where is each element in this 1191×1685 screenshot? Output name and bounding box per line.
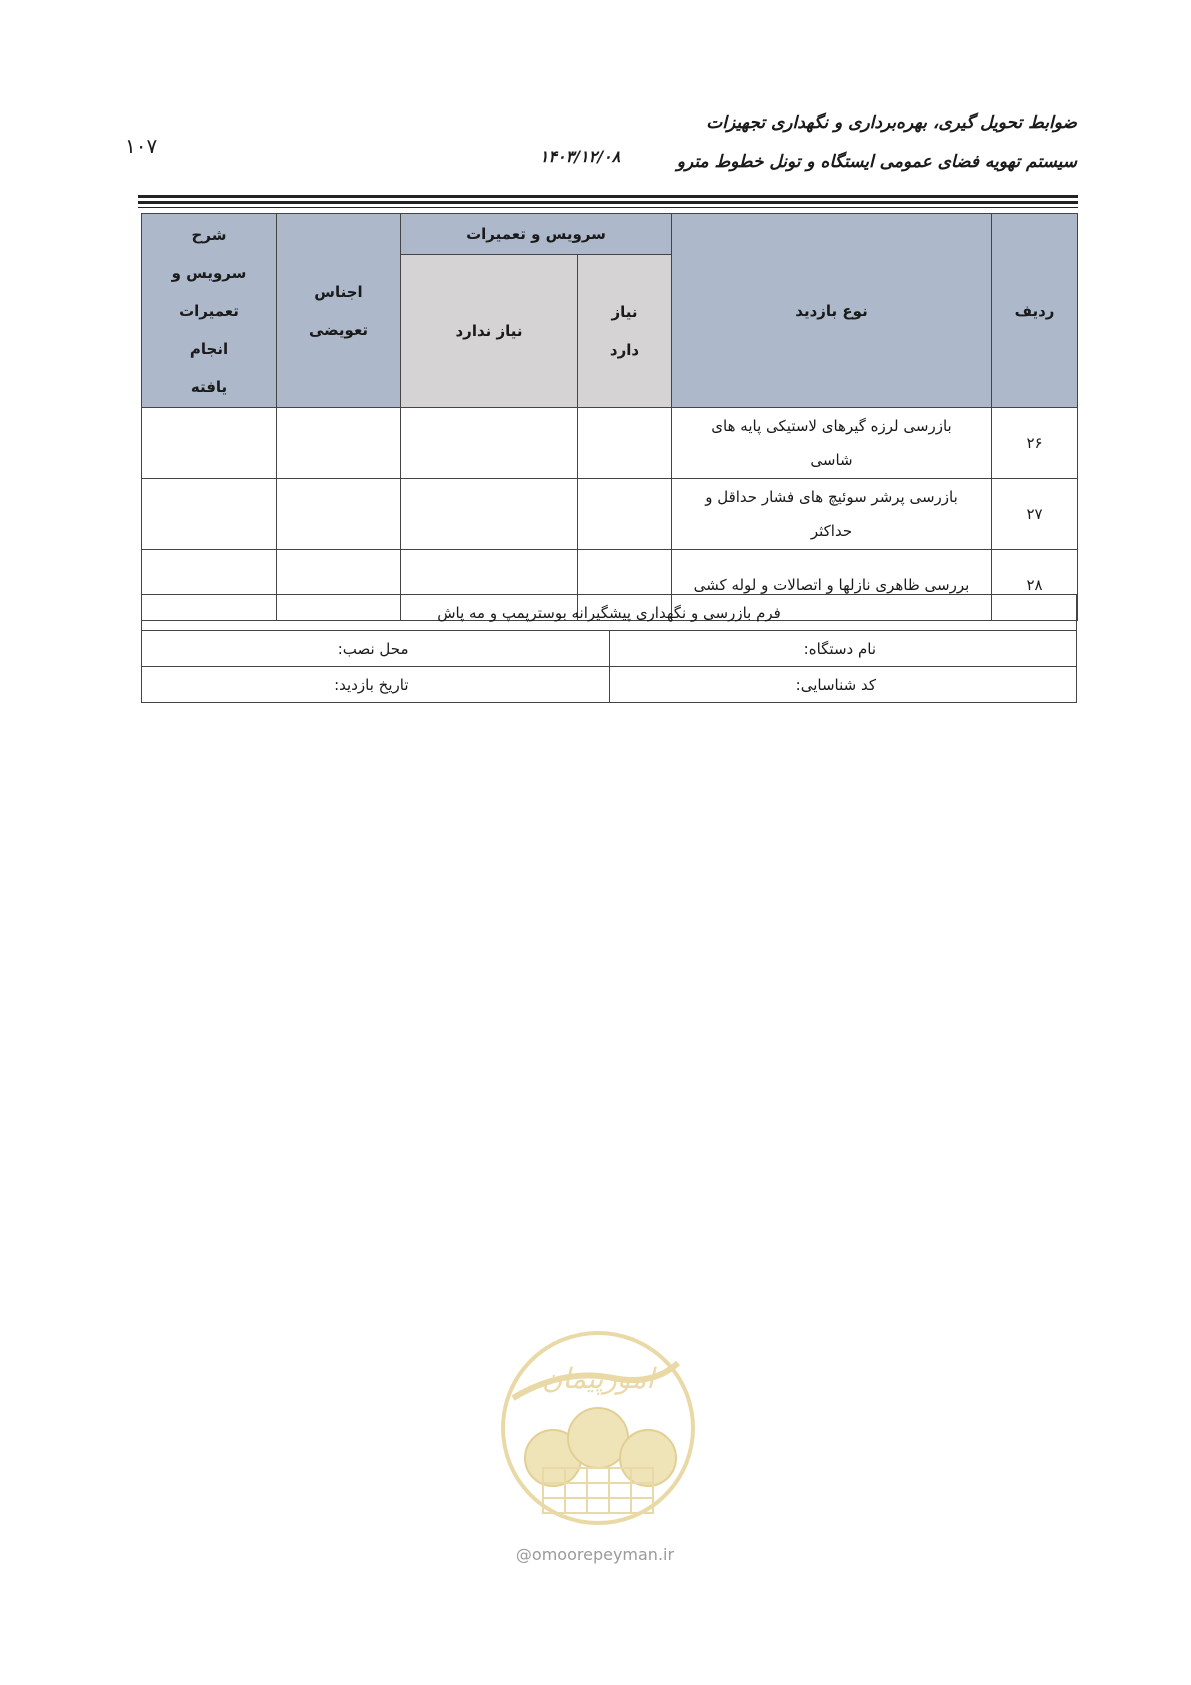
header-replacement-parts-line: تعویضی bbox=[308, 320, 369, 339]
cell-not-needed[interactable] bbox=[401, 479, 578, 550]
row-description-line: حداکثر bbox=[810, 522, 853, 540]
row-number: ۲۷ bbox=[992, 479, 1078, 550]
cell-not-needed[interactable] bbox=[401, 408, 578, 479]
row-description-line: شاسی bbox=[810, 451, 853, 469]
install-location-field[interactable]: محل نصب: bbox=[142, 631, 610, 667]
visit-date-field[interactable]: تاریخ بازدید: bbox=[142, 667, 610, 703]
row-description bbox=[672, 479, 992, 550]
header-rule bbox=[138, 201, 1078, 204]
header-title-line2: سیستم تهویه فضای عمومی ایستگاه و تونل خطوط مترو bbox=[676, 152, 1077, 172]
header-service-description-line: یافته bbox=[190, 377, 228, 396]
header-row-number: ردیف bbox=[992, 214, 1078, 408]
watermark-logo bbox=[493, 1328, 703, 1528]
row-description-line: بازرسی پرشر سوئیچ های فشار حداقل و bbox=[705, 488, 958, 506]
header-rule bbox=[138, 207, 1078, 208]
cell-needed[interactable] bbox=[578, 408, 672, 479]
cell-service-description[interactable] bbox=[142, 408, 277, 479]
header-not-needed: نیاز ندارد bbox=[401, 255, 578, 408]
header-service-description-line: سرویس و bbox=[171, 263, 247, 282]
cell-replacement-parts[interactable] bbox=[277, 408, 401, 479]
watermark-url bbox=[490, 1545, 700, 1564]
header-service-description-line: انجام bbox=[189, 339, 229, 358]
header-title-line1: ضوابط تحویل گیری، بهره‌برداری و نگهداری تجهیزات bbox=[706, 113, 1077, 133]
cell-service-description[interactable] bbox=[142, 479, 277, 550]
header-needed bbox=[578, 255, 672, 408]
watermark-url-text: omoorepeyman.ir bbox=[531, 1545, 675, 1564]
header-replacement-parts-line: اجناس bbox=[314, 282, 363, 301]
header-service-description bbox=[142, 214, 277, 408]
row-number: ۲۸ bbox=[992, 550, 1078, 621]
cell-replacement-parts[interactable] bbox=[277, 479, 401, 550]
header-needed-line: نیاز bbox=[611, 303, 638, 321]
table-row bbox=[142, 408, 1078, 479]
header-service-group: سرویس و تعمیرات bbox=[401, 214, 672, 255]
row-description-line: بررسی ظاهری نازلها و اتصالات و لوله کشی bbox=[693, 576, 970, 594]
form-footer bbox=[141, 594, 1077, 703]
row-description bbox=[672, 408, 992, 479]
header-service-description-line: تعمیرات bbox=[179, 301, 239, 320]
header-date: ۱۴۰۳/۱۲/۰۸ bbox=[539, 147, 621, 166]
device-name-field[interactable]: نام دستگاه: bbox=[609, 631, 1077, 667]
at-icon: @ bbox=[515, 1545, 532, 1564]
header-inspection-type: نوع بازدید bbox=[672, 214, 992, 408]
header-replacement-parts bbox=[277, 214, 401, 408]
row-number: ۲۶ bbox=[992, 408, 1078, 479]
cell-needed[interactable] bbox=[578, 479, 672, 550]
id-code-field[interactable]: کد شناسایی: bbox=[609, 667, 1077, 703]
form-title: فرم بازرسی و نگهداری پیشگیرانه بوسترپمپ و مه پاش bbox=[142, 595, 1077, 631]
header-rule bbox=[138, 195, 1078, 198]
inspection-table bbox=[141, 213, 1078, 621]
logo-text: امورپیمان bbox=[541, 1362, 655, 1395]
row-description-line: بازرسی لرزه گیرهای لاستیکی پایه های bbox=[711, 417, 952, 435]
header-needed-line: دارد bbox=[609, 341, 640, 359]
table-row bbox=[142, 479, 1078, 550]
header-service-description-line: شرح bbox=[191, 225, 227, 244]
page-number: ۱۰۷ bbox=[125, 134, 158, 158]
